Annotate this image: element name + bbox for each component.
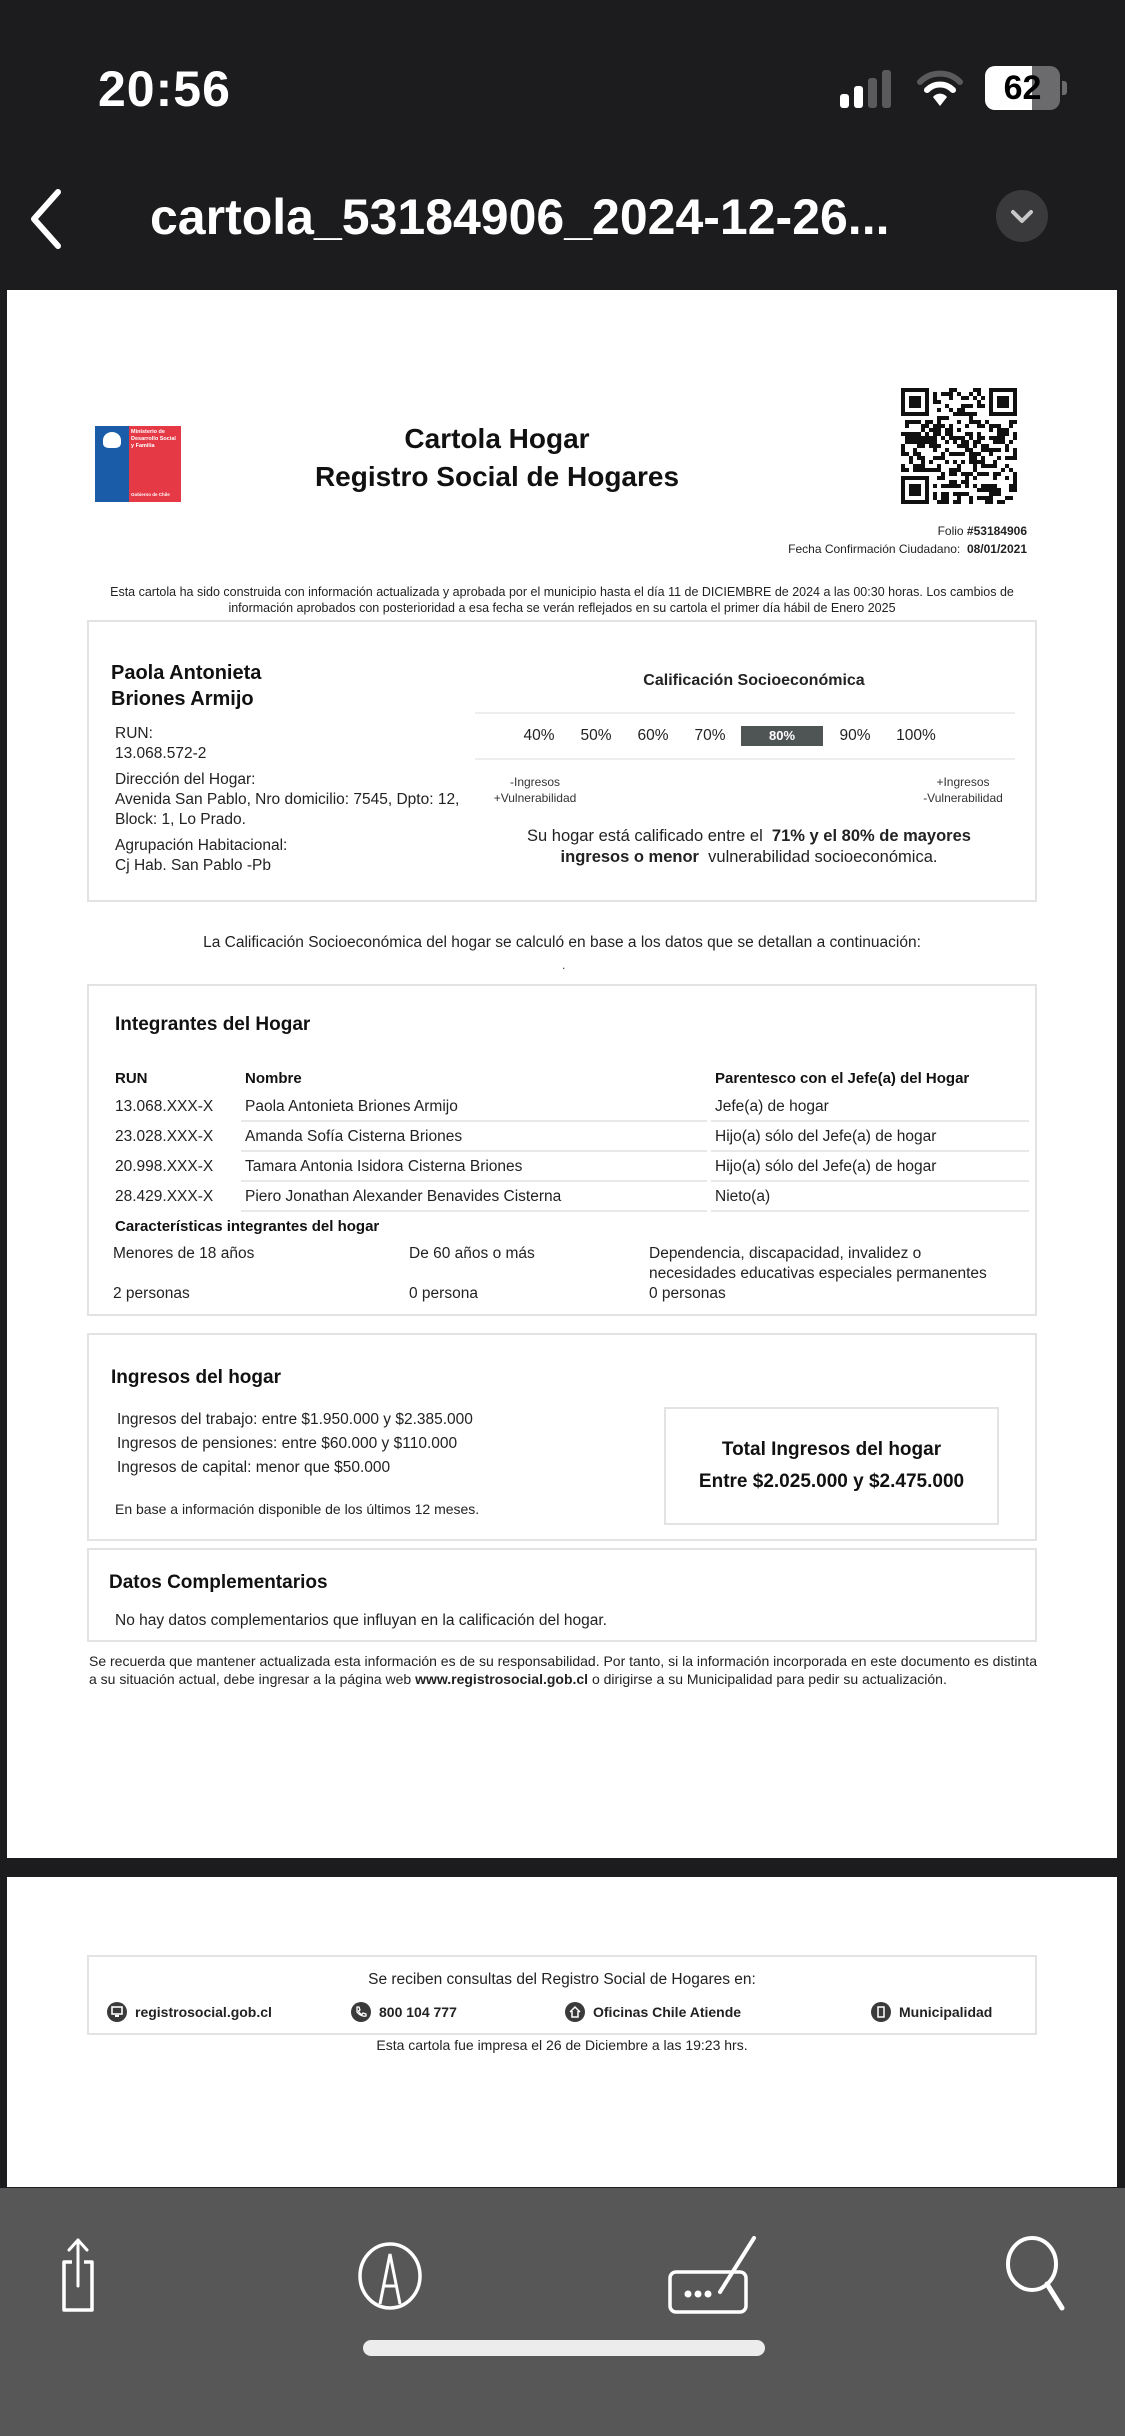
- registro-social-link[interactable]: www.registrosocial.gob.cl: [415, 1671, 589, 1687]
- classification-scale: [475, 712, 1015, 760]
- reminder-text-before: Se recuerda que mantener actualizada esta información es de su responsabilidad. Por tanto, si la información incorporada en este documento es distinta a su situación actual, debe ingresar a la página web: [89, 1653, 1037, 1687]
- bottom-toolbar: [0, 2188, 1125, 2436]
- status-bar: [0, 0, 1125, 150]
- battery-indicator: [985, 66, 1065, 110]
- address-label: Dirección del Hogar:: [115, 771, 256, 788]
- run-label: RUN:: [115, 725, 153, 742]
- confirm-date-label: Fecha Confirmación Ciudadano:: [788, 542, 961, 556]
- status-time: 20:56: [98, 61, 231, 117]
- scale-item: 40%: [523, 727, 555, 744]
- heading-line-1: Cartola Hogar: [404, 423, 590, 454]
- member-relation: Nieto(a): [715, 1188, 771, 1205]
- seniors-value: 0 persona: [409, 1285, 478, 1302]
- reminder-text-after: o dirigirse a su Municipalidad para pedir su actualización.: [591, 1671, 947, 1687]
- calculation-dot: .: [562, 958, 566, 972]
- complementary-data-box: [87, 1548, 1037, 1642]
- title-menu-button[interactable]: [996, 190, 1048, 242]
- document-heading: [207, 420, 787, 496]
- member-run: 28.429.XXX-X: [115, 1188, 214, 1205]
- right-note-line-1: +Ingresos: [936, 775, 990, 789]
- household-summary-box: [87, 620, 1037, 902]
- income-pensions: Ingresos de pensiones: entre $60.000 y $110.000: [117, 1435, 458, 1452]
- seniors-label: De 60 años o más: [409, 1245, 535, 1262]
- name-line-1: Paola Antonieta: [111, 662, 262, 684]
- contact-municipality[interactable]: [871, 2001, 992, 2023]
- logo-government-text: Gobierno de Chile: [131, 492, 170, 497]
- battery-percent: 62: [1003, 69, 1042, 107]
- total-income-value: Entre $2.025.000 y $2.475.000: [698, 1471, 965, 1492]
- member-name: Paola Antonieta Briones Armijo: [245, 1098, 458, 1115]
- member-row: [113, 1152, 1033, 1182]
- printed-date: Esta cartola fue impresa el 26 de Diciembre a las 19:23 hrs.: [376, 2037, 748, 2053]
- classification-result: [499, 826, 999, 868]
- computer-icon: [107, 2002, 127, 2022]
- contact-offices-label: Oficinas Chile Atiende: [593, 2004, 742, 2020]
- chile-crest-icon: [103, 432, 121, 448]
- contact-offices[interactable]: [565, 2001, 741, 2023]
- member-row: [113, 1122, 1033, 1152]
- battery-icon: [985, 66, 1060, 110]
- contact-phone-label: 800 104 777: [379, 2004, 457, 2020]
- total-income-title: Total Ingresos del hogar: [721, 1439, 942, 1460]
- household-members-box: [87, 984, 1037, 1316]
- contact-phone[interactable]: [351, 2001, 457, 2023]
- run-value: 13.068.572-2: [115, 745, 207, 762]
- group-label: Agrupación Habitacional:: [115, 837, 288, 854]
- navigation-bar: [0, 150, 1125, 290]
- contact-website[interactable]: [107, 2001, 272, 2023]
- heading-line-2: Registro Social de Hogares: [314, 461, 680, 492]
- logo-ministry-text: Ministerio de Desarrollo Social y Familia: [131, 429, 176, 449]
- wifi-icon: [916, 66, 964, 110]
- member-relation: Hijo(a) sólo del Jefe(a) de hogar: [715, 1128, 937, 1145]
- member-run: 13.068.XXX-X: [115, 1098, 214, 1115]
- qr-code: [901, 388, 1017, 504]
- scale-item: 70%: [694, 727, 726, 744]
- scale-left-note: [487, 774, 583, 806]
- group-field: [115, 836, 485, 876]
- member-row: [113, 1092, 1033, 1122]
- scale-item: 60%: [637, 727, 669, 744]
- characteristics-title: Características integrantes del hogar: [115, 1218, 380, 1235]
- member-name: Amanda Sofía Cisterna Briones: [245, 1128, 463, 1145]
- header-run: RUN: [115, 1070, 148, 1087]
- chevron-left-icon: [22, 184, 72, 254]
- result-bold: 71% y el 80% de mayores ingresos o menor: [560, 827, 971, 866]
- scale-right-note: [915, 774, 1011, 806]
- search-button[interactable]: [1002, 2234, 1082, 2314]
- header-name: Nombre: [245, 1070, 302, 1087]
- scale-item: 90%: [839, 727, 871, 744]
- income-footnote: En base a información disponible de los últimos 12 meses.: [115, 1501, 480, 1517]
- markup-button[interactable]: [350, 2234, 430, 2314]
- scale-item: 100%: [896, 727, 936, 744]
- dependency-value: 0 personas: [649, 1285, 726, 1302]
- scale-item-active: 80%: [741, 726, 823, 746]
- chevron-down-icon: [996, 190, 1048, 242]
- document-title[interactable]: cartola_53184906_2024-12-26...: [150, 189, 890, 245]
- income-work: Ingresos del trabajo: entre $1.950.000 y $2.385.000: [117, 1411, 473, 1428]
- contact-website-label: registrosocial.gob.cl: [135, 2004, 272, 2020]
- member-name: Tamara Antonia Isidora Cisterna Briones: [245, 1158, 523, 1175]
- run-field: [115, 724, 485, 764]
- ministry-logo: [95, 426, 181, 502]
- building-icon: [871, 2002, 891, 2022]
- member-relation: Hijo(a) sólo del Jefe(a) de hogar: [715, 1158, 937, 1175]
- header-relation: Parentesco con el Jefe(a) del Hogar: [715, 1070, 970, 1087]
- group-value: Cj Hab. San Pablo -Pb: [115, 857, 271, 874]
- update-reminder: [89, 1652, 1037, 1688]
- left-note-line-1: -Ingresos: [509, 775, 561, 789]
- phone-icon: [351, 2002, 371, 2022]
- member-run: 20.998.XXX-X: [115, 1158, 214, 1175]
- name-line-2: Briones Armijo: [111, 688, 254, 710]
- complementary-text: No hay datos complementarios que influyan en la calificación del hogar.: [115, 1612, 607, 1629]
- folio-block: [788, 522, 1027, 558]
- member-row: [113, 1182, 1033, 1212]
- complementary-title: Datos Complementarios: [109, 1572, 328, 1593]
- confirm-date-value: 08/01/2021: [966, 542, 1027, 556]
- left-note-line-2: +Vulnerabilidad: [493, 791, 577, 805]
- total-income-box: [664, 1407, 999, 1525]
- pdf-page-2: [7, 1877, 1117, 2187]
- contact-box: [87, 1955, 1037, 2035]
- income-title: Ingresos del hogar: [111, 1367, 281, 1388]
- signature-icon: [666, 2234, 766, 2314]
- share-icon: [44, 2234, 124, 2314]
- home-icon: [565, 2002, 585, 2022]
- address-value: Avenida San Pablo, Nro domicilio: 7545, Dpto: 12, Block: 1, Lo Prado.: [115, 791, 460, 828]
- calculation-note: La Calificación Socioeconómica del hogar se calculó en base a los datos que se detallan a continuación:: [203, 934, 921, 951]
- cellular-signal-icon: [840, 70, 892, 108]
- result-prefix: Su hogar está calificado entre el: [527, 827, 763, 845]
- folio-value: #53184906: [966, 524, 1027, 538]
- result-suffix: vulnerabilidad socioeconómica.: [708, 848, 938, 866]
- dependency-label: [649, 1244, 987, 1284]
- pdf-page-1: [7, 290, 1117, 1858]
- share-button[interactable]: [44, 2234, 124, 2314]
- search-icon: [1002, 2234, 1082, 2314]
- back-button[interactable]: [22, 184, 72, 254]
- members-title: Integrantes del Hogar: [115, 1014, 311, 1035]
- folio-label: Folio: [937, 524, 964, 538]
- dependency-label-line-2: necesidades educativas especiales permanentes: [649, 1265, 987, 1282]
- address-field: [115, 770, 485, 830]
- home-indicator[interactable]: [363, 2340, 765, 2356]
- markup-icon: [350, 2234, 430, 2314]
- classification-title: Calificación Socioeconómica: [643, 672, 865, 689]
- member-relation: Jefe(a) de hogar: [715, 1098, 829, 1115]
- member-name: Piero Jonathan Alexander Benavides Cisterna: [245, 1188, 562, 1205]
- right-note-line-2: -Vulnerabilidad: [923, 791, 1003, 805]
- contact-title: Se reciben consultas del Registro Social de Hogares en:: [368, 1971, 756, 1988]
- dependency-label-line-1: Dependencia, discapacidad, invalidez o: [649, 1245, 922, 1262]
- minors-value: 2 personas: [113, 1285, 190, 1302]
- household-income-box: [87, 1333, 1037, 1541]
- head-of-household-name: [111, 660, 261, 712]
- update-notice: Esta cartola ha sido construida con información actualizada y aprobada por el municipio hasta el día 11 de DICIEMBRE de 2024 a las 00:30 horas. Los cambios de información aprobados con posterioridad a esa fecha se verán reflejados en su cartola el primer día hábil de Enero 2025: [110, 585, 1014, 615]
- fill-sign-button[interactable]: [666, 2234, 746, 2314]
- scale-item: 50%: [580, 727, 612, 744]
- income-capital: Ingresos de capital: menor que $50.000: [117, 1459, 391, 1476]
- contact-municipality-label: Municipalidad: [899, 2004, 993, 2020]
- minors-label: Menores de 18 años: [113, 1245, 255, 1262]
- member-run: 23.028.XXX-X: [115, 1128, 214, 1145]
